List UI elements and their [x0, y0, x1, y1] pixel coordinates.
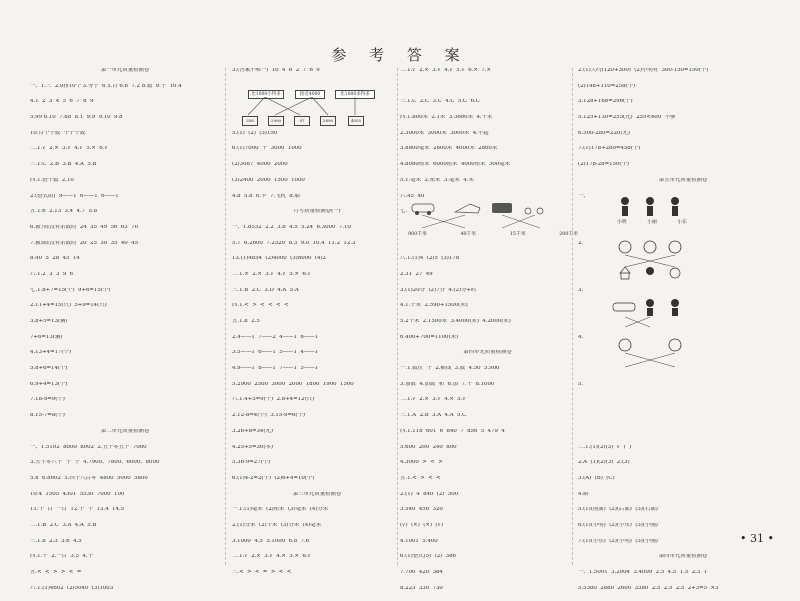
answer-line: 4.1 2 3 4 5 6 7 8 9 [30, 99, 94, 105]
answer-line: 4.8080厘米 6000厘米 4000厘米 300毫米 [400, 162, 510, 168]
section-heading: 月考质量检测卷(一) [293, 209, 341, 215]
distance-label: 40千米 [460, 232, 477, 237]
answer-line: 7.被5除没有余数的 20 25 30 35 40 45 [30, 240, 139, 246]
answer-line: 一、1.5102 8000 8002 2.五千零五十 7000 [30, 444, 147, 450]
vehicle-distances [408, 230, 578, 237]
answer-line: 二.1.B 2.C 3.A 4.A 5.B [30, 522, 97, 528]
person-icon [646, 299, 654, 316]
section-heading: 第五单元质量检测卷 [658, 177, 708, 183]
answer-line: 四.1.千 2.一百 3.5 4.十 [30, 554, 93, 560]
answer-line: 10.百个十数 个十个数 [30, 130, 86, 136]
person-icon [671, 299, 679, 316]
clock-icon [670, 268, 680, 278]
answer-line: 2.(1)大约(120+300) (2)小明有 300-150=150(个) [578, 68, 709, 73]
answer-line: (√) (×) (×) (√) [400, 522, 444, 528]
answer-line: (3)2400 2000 1500 1000 [232, 177, 305, 183]
answer-line: 4.13+4=17(个) [30, 350, 71, 356]
answer-column-1 [30, 68, 220, 601]
answer-line: 四.1.整十数 2.10 [30, 177, 74, 183]
answer-line: 四.1.118 601 6 840 7 856 5 479 4 [400, 428, 505, 434]
answer-line: 6.9+4=13(个) [30, 381, 68, 387]
number-box: 接近4000 [295, 90, 325, 99]
answer-line: 2.(整式组) 9——1 6——1 6——1 [30, 193, 119, 199]
answer-line: 五.1.6 2.13 3.4 4.7 5.8 [30, 209, 98, 215]
answer-line: 4. [578, 334, 584, 340]
answer-line: 4.1001 5.400 [400, 538, 438, 544]
answer-line: 7.700 420 384 [400, 570, 443, 575]
answer-line: 一、1.8532 2.2 3.8 4.5 5.24 6.3000 7.10 [232, 224, 351, 230]
answer-line: 二.1.√ 2.× 3.√ 4.√ 5.√ 6.× 7.× [400, 68, 491, 73]
answer-column-3 [400, 68, 575, 601]
answer-line: 7.(1)178+280=458(个) [578, 146, 641, 152]
answer-line: 3.8800毫米 2800米 4000米 2800米 [400, 146, 498, 152]
answer-line: 七.1.8+7=15(个) 9+6=15(个) [30, 287, 111, 293]
answer-line: 八.1.(1)4 (2)5 (3)178 [400, 256, 460, 262]
answer-line: 8.15-7=8(个) [30, 413, 65, 419]
answer-line: 三.1.C 2.B 3.B 4.A 5.B [30, 162, 97, 168]
answer-line: 2.(1)分米 (2)千米 (3)分米 (4)毫米 [232, 522, 322, 528]
answer-line: 6.500-280=220(元) [578, 130, 630, 136]
distance-label: 200千米 [559, 232, 578, 237]
answer-line [578, 413, 788, 429]
answer-line: 一.1.数位 千 2.横线 3.数 4.50 5.900 [400, 366, 500, 372]
page-number: • 31 • [740, 532, 774, 545]
answer-line: 5.1.毫米 2.厘米 3.毫米 4.米 [400, 177, 474, 183]
answer-line: 8.40 5 28 45 14 [30, 256, 80, 262]
answer-line: 二.1.√ 2.× 3.√ 4.× 5.√ [400, 397, 466, 403]
answer-line: 4.略 [578, 491, 589, 497]
answer-line: 5.99 6.10 7.88 8.1 9.9 9.10 9.8 [30, 115, 123, 121]
answer-line: 5. [578, 381, 584, 387]
answer-line: 2.4——1 7——2 4——1 6——1 [232, 334, 318, 340]
answer-line: 2.(1) 4 840 (2) 500 [400, 491, 459, 497]
answer-line: 三.1.8 2.3 3.6 4.5 [30, 538, 82, 544]
answer-line: 6.(1)4-2=2(个) (2)6+4=10(个) [232, 475, 315, 481]
bus-icon [492, 203, 512, 213]
answer-line: 3.(A) (B) (C) [578, 475, 615, 481]
envelope-icon: 358 [242, 116, 258, 126]
answer-line: 6.(1)7000 千 3000 1000 [232, 146, 302, 152]
face-icon [669, 241, 681, 253]
answer-line: 二.1.× 2.× 3.√ 4.√ 5.× 6.√ [232, 271, 311, 277]
answer-line: 7.(1)(小东) (2)(小明) (3)(小刚) [578, 538, 658, 544]
answer-line: 6.(1)整式(5) (2) 386 [400, 554, 456, 560]
page-title: 参 考 答 案 [331, 46, 469, 64]
section-heading: 第四单元质量检测卷 [658, 554, 708, 560]
answer-line: 六.1.4+5=9(个) 2.8+4=12(只) [232, 397, 315, 403]
answer-line: 2.3000米 3000米 3000米 4.不超 [400, 130, 489, 136]
answer-line: (2)148+110=258(个) [578, 83, 636, 89]
answer-line: 4.9——1 8——1 7——1 5——1 [232, 366, 318, 372]
car-icon [412, 204, 434, 215]
bear-icon [669, 339, 681, 351]
people-labels [617, 218, 687, 225]
answer-line: 8.223 330 730 [400, 585, 443, 591]
answer-line: 4.3000 > < > [400, 460, 443, 466]
answer-line: 5.2千米 2.1500米 3.4000(米) 4.2000(米) [400, 319, 511, 324]
answer-line: 2.11+4=15(只) 5+9=14(只) [30, 303, 107, 309]
answer-line: 3.五千零六十 千 十 4.7900、7800、6000、8000 [30, 460, 160, 466]
answer-line: 七. [400, 209, 408, 215]
answer-line: 一.1.(1)毫米 (2)厘米 (3)毫米 (4)分米 [232, 507, 329, 513]
answer-line: 四.1.800米 2.1米 3.3600米 4.千米 [400, 115, 493, 121]
distance-label: 15千米 [509, 232, 526, 237]
face-icon [644, 241, 656, 253]
answer-line [400, 241, 575, 257]
vehicle-matching [400, 200, 575, 230]
answer-line: 六.1.2 3 3 9 6 [30, 271, 74, 277]
answer-line [578, 429, 788, 445]
answer-line: 5.(1) (2) (3)150 [232, 130, 278, 136]
answer-line: 2. [578, 240, 584, 246]
answer-line: 六.1.(1)4602 (2)5040 (3)1003 [30, 585, 114, 591]
answer-line: 3.26+8=34(元) [232, 428, 273, 434]
answer-line: 7.18-9=9(个) [30, 397, 65, 403]
answer-line: 3.(1)20分 (2)7分 4.(2)分+时 [400, 287, 477, 293]
answer-line: 3.8+5=13(辆) [30, 319, 68, 324]
answer-line: 13.(1)4854 (2)4000 (3)8000 (4)2 [232, 256, 326, 262]
answer-line: 10.4 1505 4301 5530 7000 100 [30, 491, 125, 497]
answer-line: 3.5——1 6——1 5——1 4——1 [232, 350, 318, 356]
person-label: 小丽 [647, 220, 657, 225]
number-box: 比1000多得多 [335, 90, 375, 99]
answer-line: 3. [578, 287, 584, 293]
answer-column-2 [232, 68, 402, 586]
answer-line [578, 397, 788, 413]
answer-line [400, 84, 575, 100]
answer-line: 4.25+5=30(本) [232, 444, 273, 450]
answer-line: 4.8 5.8 6.卡 7.飞机 8.船 [232, 193, 300, 199]
answer-line: 11.千 百 一百 12.千 十 13.4 14.5 [30, 507, 125, 513]
envelope-icon: 2990 [268, 116, 284, 126]
answer-line: 五.< < > > < = [30, 570, 82, 575]
person-icon [621, 197, 629, 216]
answer-line: 3.(答案不唯一) 10 4 6 2 7 6 9 [232, 68, 320, 73]
answer-line: 2.A (1)(2)(3) 2.(3) [578, 460, 630, 466]
person-icon [646, 197, 654, 216]
envelope-icon: 4055 [348, 116, 364, 126]
envelope-icon: 2690 [320, 116, 336, 126]
answer-line: 3.128+168=296(个) [578, 99, 633, 105]
answer-line: 6.(1)(小明) (2)(小东) (3)(小刚) [578, 522, 658, 528]
car-icon [613, 303, 635, 311]
person-icon [671, 197, 679, 216]
section-heading: 第一单元质量检测卷 [100, 68, 150, 73]
answer-line: 四.1.< > < < < < [232, 303, 289, 309]
train-icon [455, 204, 480, 213]
answer-line: 2.12-8=4(个) 3.15-9=6(个) [232, 413, 306, 419]
bicycle-icon [525, 208, 543, 214]
tree-icon [646, 267, 654, 275]
section-heading: 第四单元质量检测卷 [463, 350, 512, 356]
answer-line: 五.1.8 2.5 [232, 319, 260, 324]
section-heading: 第三单元质量检测卷 [292, 491, 342, 497]
number-box: 比1000小得多 [248, 90, 284, 99]
answer-line: 二.1.√ 2.× 3.√ 4.√ 5.× 6.√ [30, 146, 108, 152]
answer-line: 2.31 27 49 [400, 271, 433, 277]
answer-line: 一、1.5001 3.2004 3.4009 2.5 4.5 1.5 2.3 1 [578, 570, 708, 575]
answer-line: 5.2900 2500 3000 2000 1800 1900 1500 [232, 381, 354, 387]
answer-line: 五.1.< > < < [400, 475, 441, 481]
answer-line: 5.5380 2880 2600 3380 2.5 2.5 2.5 2+3=5 ×3 [578, 585, 719, 591]
answer-line: 3.加数 4.加数 和 6.加 7.千 8.1000 [400, 381, 495, 387]
answer-line: 5.8+6=14(个) [30, 366, 68, 372]
person-label: 小东 [677, 220, 687, 225]
answer-line: 5.600 200 240 800 [400, 444, 457, 450]
answer-line: 5.(1)(前面) (2)(后面) (3)(右面) [578, 507, 658, 513]
answer-line: 5.36-9=27(个) [232, 460, 271, 466]
bear-icon [619, 339, 631, 351]
answer-line: 一、1.三 2.9排10个 3.等于 6 5.百 6.6 7.2 8.数 9.十 10.4 [30, 83, 182, 89]
answer-line: 三.1.B 2.C 3.D 4.A 5.A [232, 287, 299, 293]
answer-line: 5.125+130=255(元) 255<400 不够 [578, 115, 676, 121]
distance-label: 900千米 [408, 232, 427, 237]
house-icon [620, 267, 630, 279]
answer-line: 3.540 456 320 [400, 507, 443, 513]
answer-line: 二.1.√ 2.× 3.√ 4.× 5.× 6.√ [232, 554, 311, 560]
answer-line: 7+6=13(辆) [30, 334, 63, 340]
answer-line: 4.1.千米 2.590+1500(米) [400, 303, 468, 309]
answer-line: 三.< > < = > < < [232, 570, 292, 575]
answer-line: 一、 [578, 193, 589, 199]
answer-line: 5.8 6.8602 5.四千八百零 4800 5000 5800 [30, 475, 148, 481]
answer-line: 三.1.C 2.C 3.C 4.C 5.C 6.C [400, 99, 480, 105]
answer-line: (2)178-28=150(个) [578, 162, 630, 168]
envelope-icon: 97 [294, 116, 310, 126]
matching-lines [240, 97, 380, 117]
person-label: 小明 [617, 220, 627, 225]
answer-line: 5.7 6.2600 7.2520 8.3 9.0 10.4 11.2 12.3 [232, 240, 356, 246]
answer-line: (2)3087 4000 2000 [232, 162, 288, 168]
face-icon [619, 241, 631, 253]
answer-line: 3.1000 4.5 5.1000 6.8 7.6 [232, 538, 310, 544]
section-heading: 第二单元质量检测卷 [100, 428, 150, 434]
answer-line: 六.45 40 [400, 193, 425, 199]
answer-line: 二.1.(1)(2)(3) √ ( ) [578, 444, 632, 450]
answer-line: 6.被7除没有余数的 24 35 49 56 63 70 [30, 224, 139, 230]
answer-line: 三.1.A 2.B 3.A 4.A 5.C [400, 413, 467, 419]
column-divider [225, 68, 226, 565]
answer-line: 6.400+700=1100(米) [400, 334, 459, 340]
